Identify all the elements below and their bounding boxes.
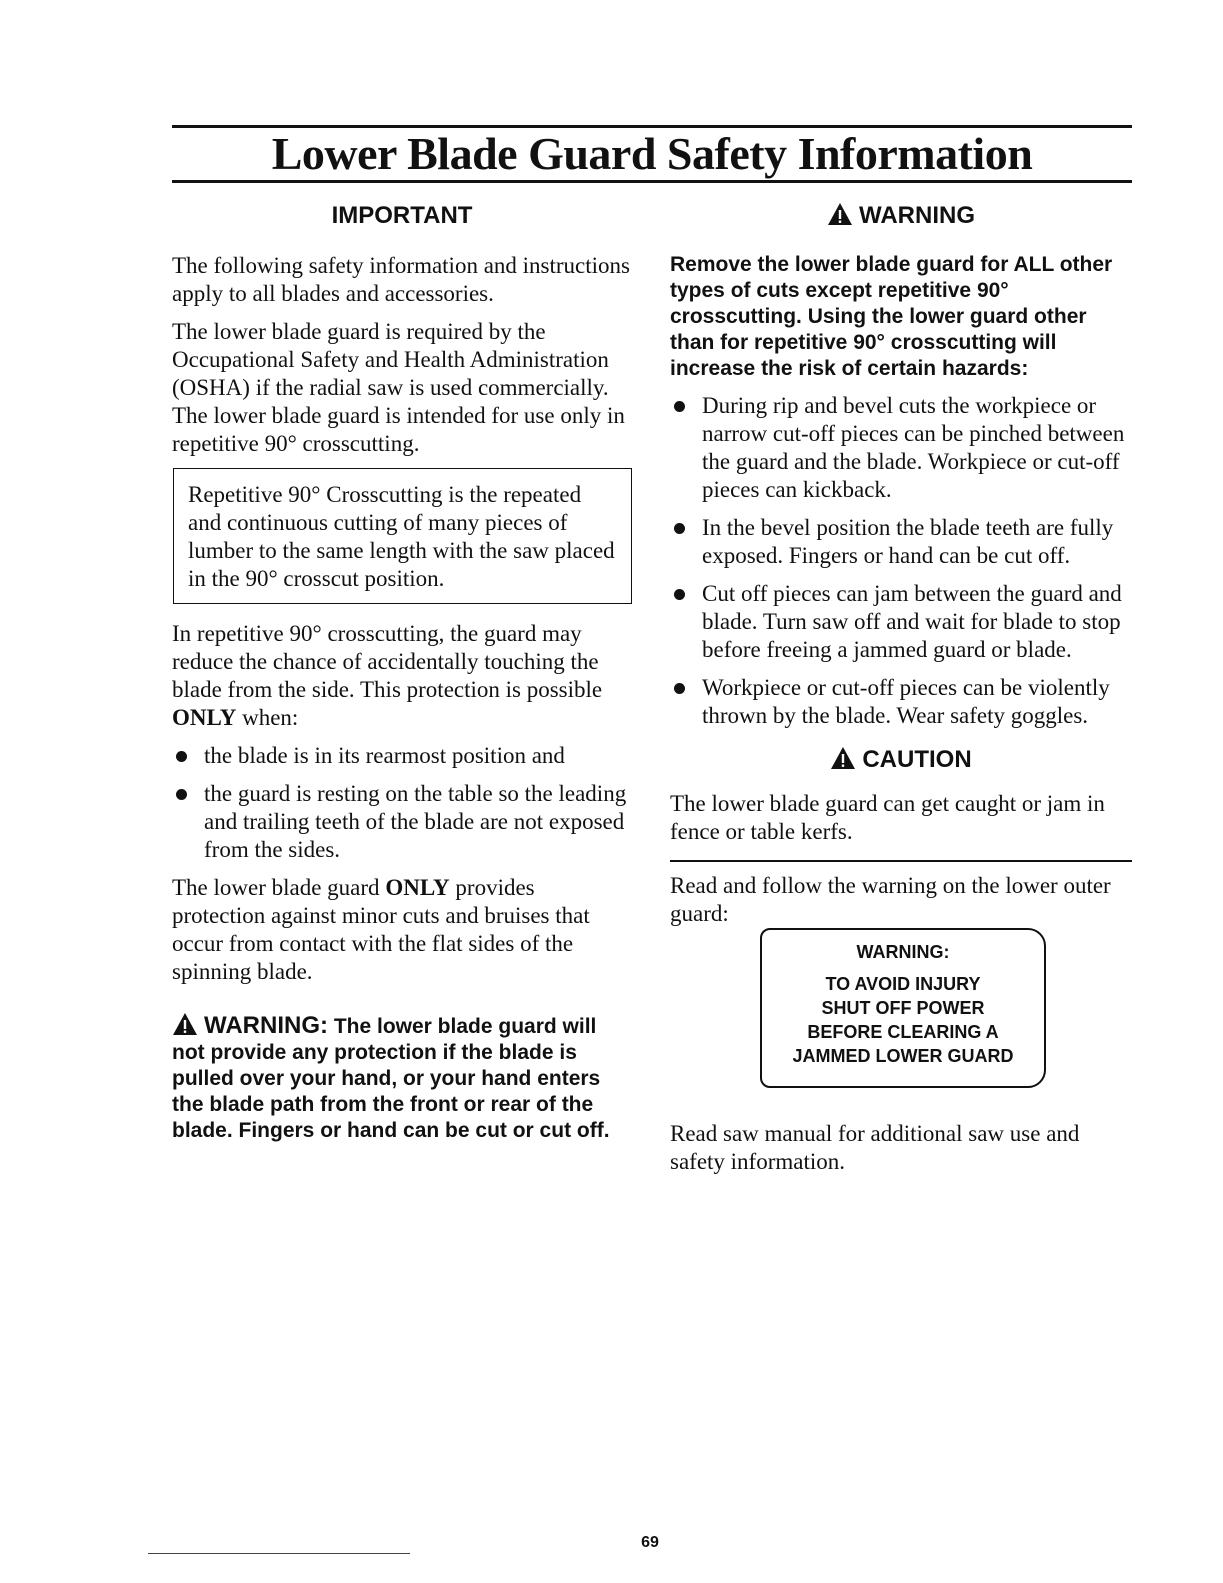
minor-cuts-text: The lower blade guard	[172, 875, 380, 900]
bullet-icon	[176, 751, 187, 762]
footer-rule	[148, 1553, 410, 1554]
list-item-text: Cut off pieces can jam between the guard and blade. Turn saw off and wait for blade to stop before freeing a jammed guard or blade.	[702, 581, 1122, 662]
left-column	[172, 196, 632, 1144]
caution-heading-text: CAUTION	[862, 746, 972, 773]
protection-text: In repetitive 90° crosscutting, the guard may reduce the chance of accidentally touching the blade from the side. This protection is possible	[172, 621, 603, 702]
important-heading: IMPORTANT	[331, 202, 473, 229]
title-bottom-rule	[172, 180, 1132, 183]
warning-heading-text: WARNING	[859, 202, 975, 229]
protection-paragraph	[172, 620, 632, 732]
page-number: 69	[641, 1534, 659, 1551]
list-item	[172, 742, 632, 770]
definition-box	[173, 468, 632, 604]
only-emphasis: ONLY	[385, 875, 450, 900]
warning-intro: Remove the lower blade guard for ALL other types of cuts except repetitive 90° crosscutting. Using the lower guard other than for repetitive 90° crosscutting will increase the risk of certain hazards:	[670, 253, 1113, 380]
read-follow-paragraph: Read and follow the warning on the lower outer guard:	[670, 873, 1111, 926]
list-item-text: In the bevel position the blade teeth are fully exposed. Fingers or hand can be cut off.	[702, 515, 1114, 568]
page-title: Lower Blade Guard Safety Information	[271, 128, 1033, 179]
caution-heading	[670, 740, 1132, 780]
read-manual-paragraph: Read saw manual for additional saw use and safety information.	[670, 1121, 1080, 1174]
intro-paragraph: The following safety information and instructions apply to all blades and accessories.	[172, 253, 630, 306]
label-line: JAMMED LOWER GUARD	[792, 1046, 1014, 1066]
warning-text: The lower blade guard will not provide any protection if the blade is pulled over your hand, or your hand enters the blade path from the front or rear of the blade. Fingers or hand can be cut or cut off.	[172, 1015, 610, 1142]
bullet-icon	[674, 683, 685, 694]
list-item	[670, 580, 1132, 664]
condition-list	[172, 742, 632, 864]
left-warning-paragraph	[172, 1012, 632, 1144]
list-item	[670, 674, 1132, 730]
warning-triangle-icon	[827, 202, 853, 226]
list-item-text: Workpiece or cut-off pieces can be violently thrown by the blade. Wear safety goggles.	[702, 675, 1110, 728]
warning-triangle-icon	[172, 1012, 198, 1036]
bullet-icon	[176, 789, 187, 800]
list-item	[172, 780, 632, 864]
minor-cuts-paragraph	[172, 874, 632, 986]
list-item-text: During rip and bevel cuts the workpiece or narrow cut-off pieces can be pinched between the guard and the blade. Workpiece or cut-off pieces can kickback.	[702, 393, 1125, 502]
bullet-icon	[674, 589, 685, 600]
warning-label: WARNING:	[204, 1012, 328, 1039]
hazard-list	[670, 392, 1132, 730]
section-divider	[670, 860, 1132, 862]
only-emphasis: ONLY	[172, 705, 237, 730]
bullet-icon	[674, 523, 685, 534]
minor-cuts-text-end: provides protection against minor cuts and bruises that occur from contact with the flat sides of the spinning blade.	[172, 875, 590, 984]
osha-paragraph: The lower blade guard is required by the Occupational Safety and Health Administration (OSHA) if the radial saw is used commercially. The lower blade guard is intended for use only in repetitive 90° crosscutting.	[172, 319, 625, 456]
list-item	[670, 392, 1132, 504]
label-line: BEFORE CLEARING A	[807, 1022, 999, 1042]
warning-heading	[670, 196, 1132, 236]
warning-triangle-icon	[830, 746, 856, 770]
label-line: TO AVOID INJURY	[825, 974, 981, 994]
right-column	[670, 196, 1132, 1176]
list-item-text: the guard is resting on the table so the leading and trailing teeth of the blade are not exposed from the sides.	[204, 781, 627, 862]
protection-text-end: when:	[242, 705, 299, 730]
bullet-icon	[674, 401, 685, 412]
definition-text: Repetitive 90° Crosscutting is the repeated and continuous cutting of many pieces of lumber to the same length with the saw placed in the 90° crosscut position.	[188, 482, 615, 591]
guard-warning-label	[760, 928, 1046, 1088]
label-line: WARNING:	[856, 942, 950, 962]
label-line: SHUT OFF POWER	[821, 998, 985, 1018]
caution-paragraph: The lower blade guard can get caught or jam in fence or table kerfs.	[670, 791, 1105, 844]
list-item-text: the blade is in its rearmost position and	[204, 743, 565, 768]
list-item	[670, 514, 1132, 570]
